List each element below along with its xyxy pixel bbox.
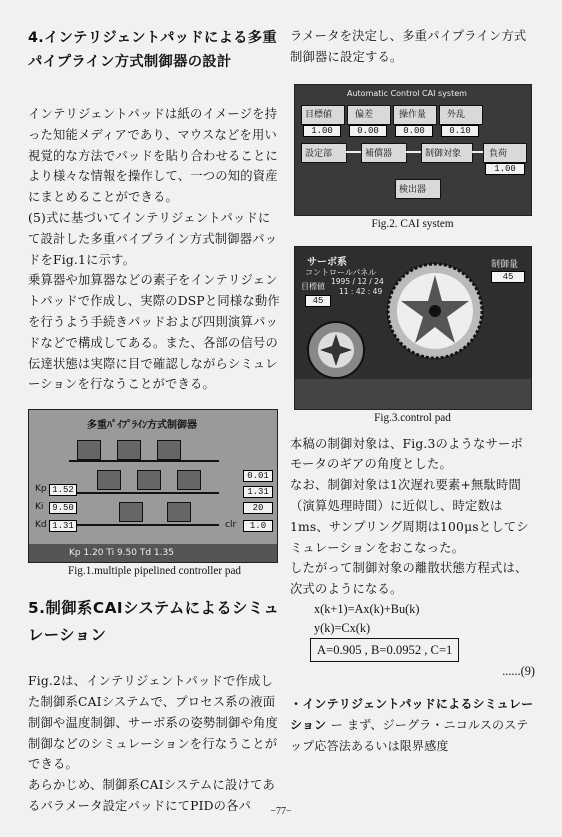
section-4-paragraph-1: インテリジェントパッドは紙のイメージを持った知能メディアであり、マウスなどを用い視覚的な方法でパッドを貼り合わせることにより様々な情報を操作して、一つの知的資産にまとめることができる。 <box>28 107 278 205</box>
fig1-title: 多重ﾊﾟｲﾌﾟﾗｲﾝ方式制御器 <box>87 420 197 432</box>
fig3-target-label: 目標値 <box>301 281 325 291</box>
fig2-value-2: 0.00 <box>349 125 387 137</box>
fig2-wire <box>345 151 361 153</box>
section-4-paragraph-2: (5)式に基づいてインテリジェントパッドにて設計した多重パイプライン方式制御器パッドをFig.1に示す。 <box>28 210 278 267</box>
fig3-title: サーボ系 <box>307 256 347 268</box>
fig3-date: 1995 / 12 / 24 <box>331 276 384 286</box>
fig3-bottom-bar <box>295 379 531 409</box>
right-paragraph-1: 本稿の制御対象は、Fig.3のようなサーボモータのギアの角度とした。 <box>290 436 524 472</box>
fig1-ki-label: Ki <box>35 502 44 513</box>
fig1-bottom-text: Kp 1.20 Ti 9.50 Td 1.35 <box>69 548 174 559</box>
fig1-clr-label: clr <box>225 520 237 531</box>
fig2-value-5: 1.00 <box>485 163 525 175</box>
fig1-block <box>117 440 141 460</box>
equation-state: x(k+1)=Ax(k)+Bu(k) <box>314 601 420 616</box>
right-paragraph-3: したがって制御対象の離散状態方程式は、次式のようになる。 <box>290 561 528 597</box>
section-4-paragraph-3: 乗算器や加算器などの素子をインテリジェントパッドで作成し、実際のDSPと同様な動作を行うよう手続きパッドおよび四則演算パッドなどで構成してある。また、各部の信号の伝達状態は実際に目で確認しながらシミュレーションを行なうことができる。 <box>28 273 280 392</box>
bottom-heading-continuation: ー まず、ジーグラ・ニコルスのステップ応答法あるいは限界感度 <box>290 717 529 753</box>
section-5-title: 5.制御系CAIシステムによるシミュレーション <box>28 599 280 645</box>
right-paragraph-top: ラメータを決定し、多重パイプライン方式制御器に設定する。 <box>290 29 527 64</box>
bottom-heading <box>290 694 535 756</box>
right-column <box>290 26 535 756</box>
fig3-right-value: 45 <box>491 271 525 283</box>
fig1-block <box>97 470 121 490</box>
fig1-kd-label: Kd <box>35 520 47 531</box>
fig2-value-3: 0.00 <box>395 125 433 137</box>
fig3-small-gear <box>305 319 367 381</box>
fig2-value-1: 1.00 <box>303 125 341 137</box>
fig3-time: 11 : 42 : 49 <box>339 286 383 296</box>
fig2-detector-label: 検出器 <box>399 184 427 195</box>
fig1-right-value-2: 1.31 <box>243 486 273 498</box>
fig1-block <box>119 502 143 522</box>
fig1-block <box>177 470 201 490</box>
fig3-large-gear <box>385 261 485 361</box>
right-paragraph-2: なお、制御対象は1次遅れ要素+無駄時間（演算処理時間）に近似し、時定数は1ms、サンプリング周期は100μsとしてシミュレーションをおこなった。 <box>290 478 529 555</box>
fig1-clr-value: 1.0 <box>243 520 273 532</box>
fig1-kp-value: 1.52 <box>49 484 77 496</box>
equation-parameter-box: A=0.905 , B=0.0952 , C=1 <box>310 638 459 662</box>
fig2-target-label: 目標値 <box>305 109 333 120</box>
fig1-caption: Fig.1.multiple pipelined controller pad <box>67 565 242 578</box>
fig1-right-value-3: 20 <box>243 502 273 514</box>
fig3-caption: Fig.3.control pad <box>374 411 451 424</box>
fig2-header: Automatic Control CAI system <box>347 88 467 98</box>
fig2-wire <box>471 151 483 153</box>
fig1-block <box>167 502 191 522</box>
fig2-caption: Fig.2. CAI system <box>371 217 454 230</box>
fig1-wire <box>69 524 219 526</box>
fig2-compensator-label: 補償器 <box>365 148 393 159</box>
section-5-paragraph-2: あらかじめ、制御系CAIシステムに設けてあるパラメータ設定パッドにてPIDの各パ <box>28 778 275 813</box>
fig3-subtitle: コントロールパネル <box>305 267 377 277</box>
fig1-wire <box>69 460 219 462</box>
fig2-setting-label: 設定部 <box>305 148 333 159</box>
fig1-right-value-1: 0.01 <box>243 470 273 482</box>
fig2-disturbance-label: 外乱 <box>447 109 466 120</box>
fig3-target-value: 45 <box>305 295 331 307</box>
fig2-mv-label: 操作量 <box>399 109 427 120</box>
fig1-block <box>137 470 161 490</box>
fig3-right-title: 制御量 <box>491 259 519 270</box>
left-column <box>28 26 281 817</box>
fig2-value-4: 0.10 <box>441 125 479 137</box>
fig2-screenshot <box>294 84 532 216</box>
fig1-ki-value: 9.50 <box>49 502 77 514</box>
fig2-plant-label: 制御対象 <box>425 148 462 159</box>
fig1-block <box>157 440 181 460</box>
fig2-load-label: 負荷 <box>489 148 508 159</box>
fig1-kd-value: 1.31 <box>49 520 77 532</box>
equation-output: y(k)=Cx(k) <box>314 620 371 635</box>
fig2-wire <box>405 151 421 153</box>
bottom-heading-text: ・インテリジェントパッドによるシミュレーション <box>290 696 534 732</box>
section-5-paragraph-1: Fig.2は、インテリジェントパッドで作成した制御系CAIシステムで、プロセス系の液面制御や温度制御、サーボ系の姿勢制御や角度制御などのシミュレーションを行なうことができる。 <box>28 674 278 772</box>
fig1-block <box>77 440 101 460</box>
fig1-wire <box>69 492 219 494</box>
section-4-title: 4.インテリジェントパッドによる多重パイプライン方式制御器の設計 <box>28 30 277 70</box>
equation-number: ......(9) <box>502 663 535 678</box>
fig3-screenshot <box>294 246 532 410</box>
page-number: −77− <box>270 806 292 817</box>
fig1-kp-label: Kp <box>35 484 47 495</box>
fig2-error-label: 偏差 <box>355 109 374 120</box>
fig1-screenshot <box>28 409 278 563</box>
